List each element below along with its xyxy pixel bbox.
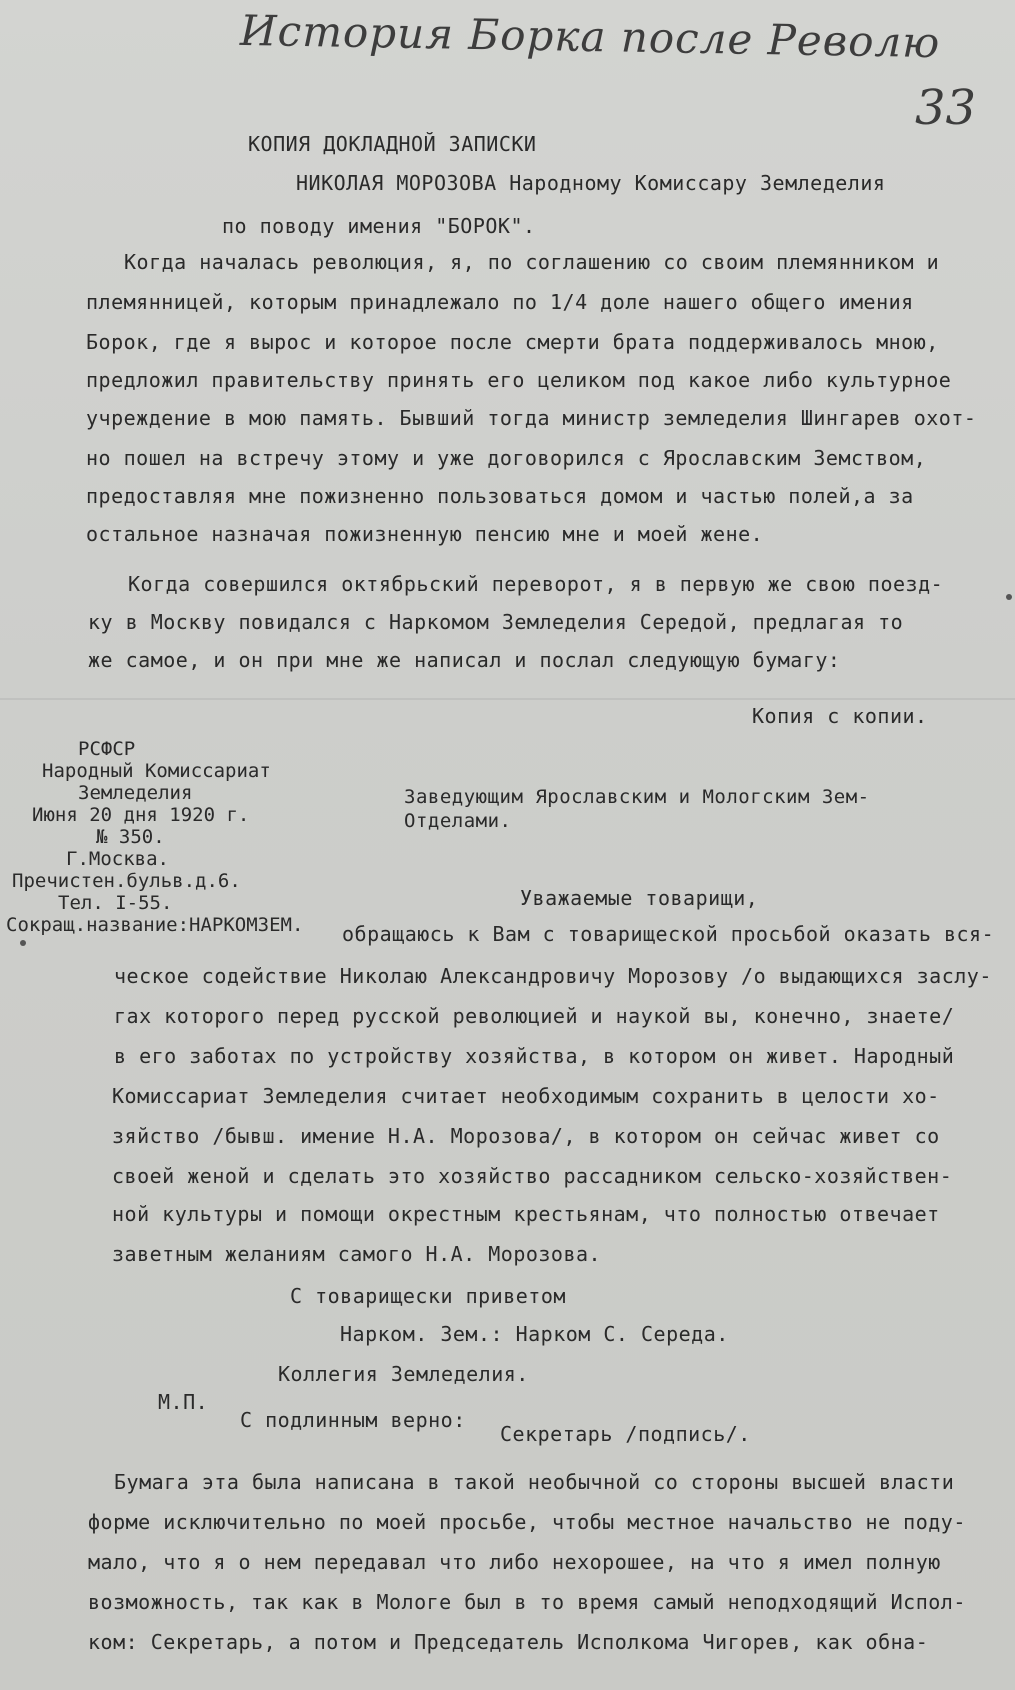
para2-line: ку в Москву повидался с Наркомом Земледелия Середой, предлагая то xyxy=(88,610,904,634)
addressee-line: Заведующим Ярославским и Мологским Зем- xyxy=(404,786,870,808)
letter-line: обращаюсь к Вам с товарищеской просьбой оказать вся- xyxy=(342,922,995,946)
addressee-line: Отделами. xyxy=(404,810,512,832)
letter-line: ной культуры и помощи окрестным крестьянам, что полностью отвечает xyxy=(112,1202,940,1226)
para3-line: ком: Секретарь, а потом и Председатель Исполкома Чигорев, как обна- xyxy=(88,1630,929,1654)
letterhead-line: РСФСР xyxy=(78,738,136,760)
para2-line: Когда совершился октябрьский переворот, я в первую же свою поезд- xyxy=(128,572,944,596)
letterhead-line: Народный Комиссариат xyxy=(42,760,271,782)
letter-line: ческое содействие Николаю Александровичу Морозову /о выдающихся заслу- xyxy=(114,964,992,988)
letter-line: зяйство /бывш. имение Н.А. Морозова/, в котором он сейчас живет со xyxy=(112,1124,940,1148)
letterhead-line: Пречистен.бульв.д.6. xyxy=(12,870,241,892)
header-line-2: НИКОЛАЯ МОРОЗОВА Народному Комиссару Земледелия xyxy=(296,171,886,195)
closing-true-copy: С подлинным верно: xyxy=(240,1408,466,1432)
letterhead-line: Г.Москва. xyxy=(66,848,169,870)
closing-secretary: Секретарь /подпись/. xyxy=(500,1422,751,1446)
salutation: Уважаемые товарищи, xyxy=(520,886,759,910)
paper-mark xyxy=(1006,594,1012,600)
closing-signature: Нарком. Зем.: Нарком С. Середа. xyxy=(340,1322,729,1346)
letter-line: Комиссариат Земледелия считает необходимым сохранить в целости хо- xyxy=(112,1084,940,1108)
letterhead-line: Сокращ.название:НАРКОМЗЕМ. xyxy=(6,914,304,936)
letterhead-line: № 350. xyxy=(96,826,165,848)
para1-line: Борок, где я вырос и которое после смерти брата поддерживалось мною, xyxy=(86,330,939,354)
para3-line: мало, что я о нем передавал что либо нехорошее, на что я имел полную xyxy=(88,1550,941,1574)
letterhead-line: Тел. I-55. xyxy=(58,892,173,914)
closing-greeting: С товарищески приветом xyxy=(290,1284,566,1308)
para1-line: но пошел на встречу этому и уже договорился с Ярославским Земством, xyxy=(86,446,927,470)
paper-fold-line xyxy=(0,698,1015,700)
header-line-3: по поводу имения "БОРОК". xyxy=(222,214,536,238)
letter-line: своей женой и сделать это хозяйство рассадником сельско-хозяйствен- xyxy=(112,1164,953,1188)
letterhead-block xyxy=(6,738,303,936)
para1-line: остальное назначая пожизненную пенсию мне и моей жене. xyxy=(86,522,764,546)
para3-line: возможность, так как в Мологе был в то время самый неподходящий Испол- xyxy=(88,1590,966,1614)
para3-line: Бумага эта была написана в такой необычной со стороны высшей власти xyxy=(114,1470,955,1494)
copy-label: Копия с копии. xyxy=(752,704,928,728)
letter-line: в его заботах по устройству хозяйства, в котором он живет. Народный xyxy=(114,1044,955,1068)
handwritten-page-number: 33 xyxy=(915,80,977,136)
para1-line: племянницей, которым принадлежало по 1/4 доле нашего общего имения xyxy=(86,290,914,314)
para1-line: Когда началась революция, я, по соглашению со своим племянником и xyxy=(124,250,940,274)
letterhead-line: Июня 20 дня 1920 г. xyxy=(32,804,250,826)
para2-line: же самое, и он при мне же написал и послал следующую бумагу: xyxy=(88,648,841,672)
letter-line: заветным желаниям самого Н.А. Морозова. xyxy=(112,1242,602,1266)
letterhead-line: Земледелия xyxy=(78,782,193,804)
header-line-1: КОПИЯ ДОКЛАДНОЙ ЗАПИСКИ xyxy=(248,132,537,156)
para1-line: учреждение в мою память. Бывший тогда министр земледелия Шингарев охот- xyxy=(86,406,977,430)
closing-mp: М.П. xyxy=(158,1390,209,1414)
para1-line: предоставляя мне пожизненно пользоваться домом и частью полей,а за xyxy=(86,484,914,508)
handwritten-title-note: История Борка после Револю xyxy=(239,5,941,68)
para1-line: предложил правительству принять его целиком под какое либо культурное xyxy=(86,368,952,392)
closing-collegium: Коллегия Земледелия. xyxy=(278,1362,529,1386)
para3-line: форме исключительно по моей просьбе, чтобы местное начальство не поду- xyxy=(88,1510,966,1534)
letter-line: гах которого перед русской революцией и наукой вы, конечно, знаете/ xyxy=(114,1004,955,1028)
paper-mark xyxy=(20,940,26,946)
